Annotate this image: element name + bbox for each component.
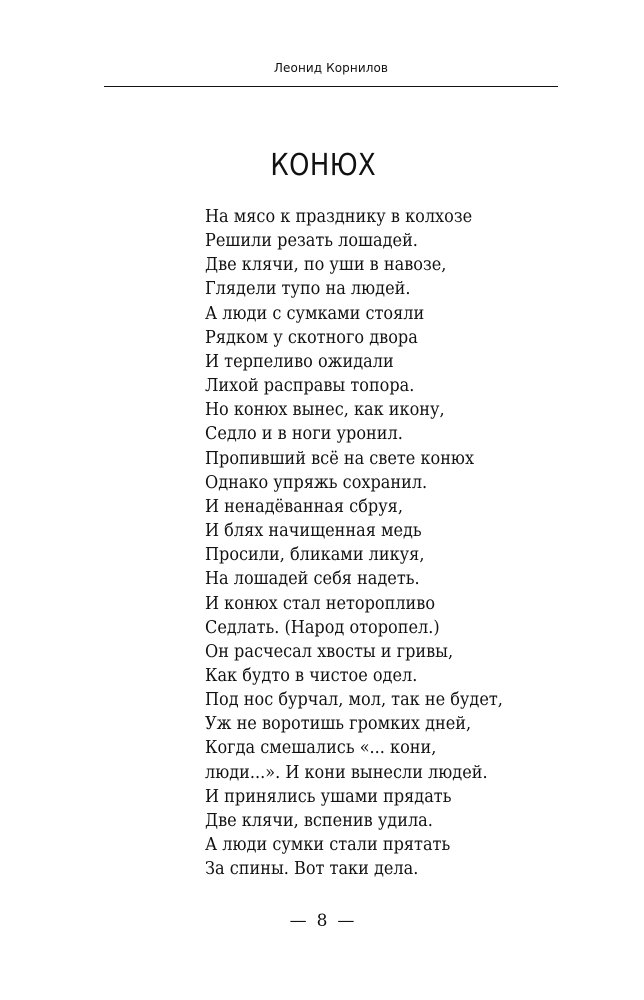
poem-line: Однако упряжь сохранил.	[205, 472, 428, 493]
poem-line: За спины. Вот таки дела.	[205, 859, 419, 880]
poem-line: А люди сумки стали прятать	[205, 835, 451, 856]
poem-line: И конюх стал неторопливо	[205, 593, 436, 614]
poem-line: Седло и в ноги уронил.	[205, 424, 403, 445]
poem-line: люди...». И кони вынесли людей.	[205, 762, 488, 783]
header-rule	[104, 86, 558, 87]
poem-line: Решили резать лошадей.	[205, 231, 418, 252]
poem-line: Под нос бурчал, мол, так не будет,	[205, 690, 503, 711]
poem-line: Но конюх вынес, как икону,	[205, 400, 445, 421]
poem-line: На лошадей себя надеть.	[205, 569, 420, 590]
poem-line: И принялись ушами прядать	[205, 786, 452, 807]
poem-line: Лихой расправы топора.	[205, 376, 415, 397]
page-number-footer	[0, 909, 644, 933]
poem-title: КОНЮХ	[270, 148, 377, 184]
poem-line: Две клячи, вспенив удила.	[205, 810, 433, 831]
poem-line: И блях начищенная медь	[205, 521, 422, 542]
page-number-dash-left: —	[289, 911, 307, 931]
poem-line: Уж не воротишь громких дней,	[205, 714, 472, 735]
poem-line: Рядком у скотного двора	[205, 327, 418, 348]
poem-line: Как будто в чистое одел.	[205, 665, 418, 686]
poem-line: Две клячи, по уши в навозе,	[205, 255, 447, 276]
running-header-author: Леонид Корнилов	[273, 61, 389, 75]
poem-line: И терпеливо ожидали	[205, 351, 394, 372]
page-number-dash-right: —	[337, 911, 355, 931]
page-number: 8	[316, 911, 328, 931]
poem-line: И ненадёванная сбруя,	[205, 496, 403, 517]
poem-line: На мясо к празднику в колхозе	[205, 207, 473, 227]
poem-line: Глядели тупо на людей.	[205, 279, 411, 300]
poem-line: Когда смешались «... кони,	[205, 738, 437, 759]
poem-line: Просили, бликами ликуя,	[205, 545, 425, 566]
poem-line: А люди с сумками стояли	[205, 303, 425, 324]
poem-line: Пропивший всё на свете конюх	[205, 448, 475, 469]
poem-line: Он расчесал хвосты и гривы,	[205, 641, 454, 662]
poem-body	[205, 205, 529, 881]
poem-line: Седлать. (Народ оторопел.)	[205, 617, 440, 638]
